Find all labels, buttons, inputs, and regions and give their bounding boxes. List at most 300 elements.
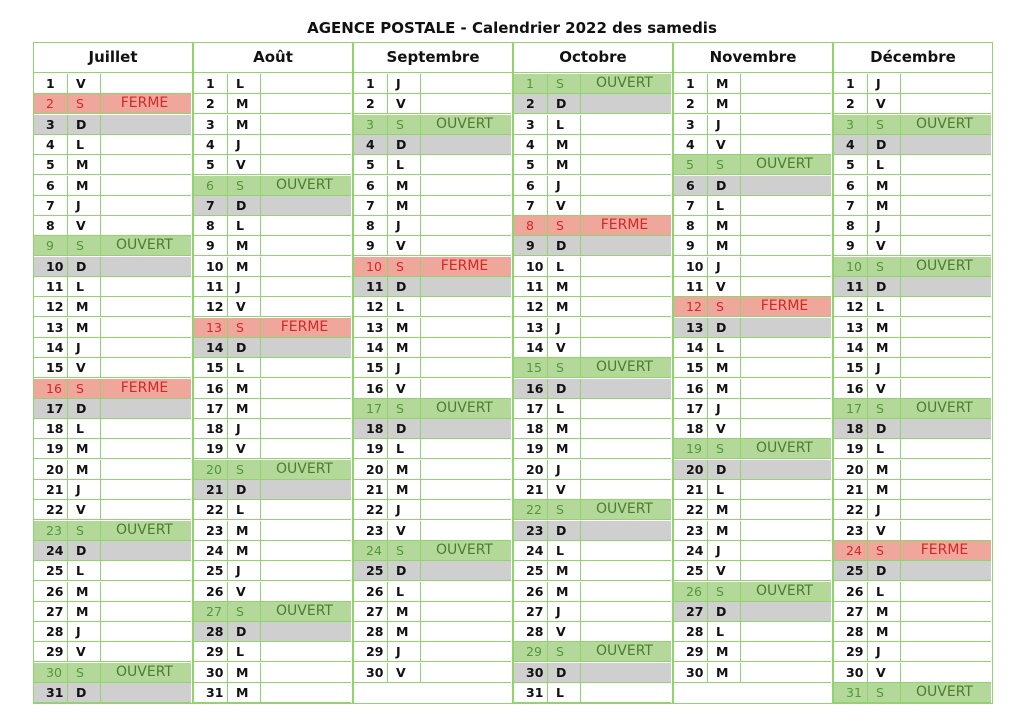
status-label	[738, 94, 831, 113]
day-number: 21	[366, 482, 384, 497]
month-column	[513, 42, 673, 704]
status-label	[578, 480, 671, 499]
weekday-letter: D	[236, 482, 247, 497]
day-number: 6	[846, 177, 855, 193]
weekday-letter: M	[716, 380, 729, 396]
day-number: 11	[46, 279, 64, 294]
status-label	[418, 561, 511, 580]
day-number: 10	[846, 258, 862, 274]
day-row	[194, 115, 351, 135]
weekday-letter: V	[876, 664, 886, 680]
day-row	[34, 399, 191, 419]
status-label	[578, 622, 671, 641]
status-label	[258, 521, 351, 540]
weekday-letter: M	[876, 461, 889, 477]
weekday-letter: M	[236, 664, 249, 680]
day-row	[674, 94, 831, 114]
weekday-letter: J	[236, 279, 241, 294]
weekday-letter: V	[876, 522, 886, 538]
weekday-letter: M	[556, 583, 569, 599]
day-number: 14	[46, 339, 64, 355]
status-label	[258, 663, 351, 682]
weekday-letter: J	[876, 360, 881, 376]
status-label	[258, 74, 351, 93]
weekday-letter: J	[876, 76, 881, 91]
day-row	[34, 663, 191, 683]
status-label	[898, 135, 991, 154]
day-number: 17	[46, 400, 64, 416]
day-number: 9	[206, 238, 215, 254]
status-label	[98, 196, 191, 215]
status-label	[418, 236, 511, 255]
weekday-letter: M	[876, 339, 889, 355]
day-number: 10	[366, 258, 382, 274]
day-number: 28	[526, 624, 544, 640]
day-row	[674, 521, 831, 541]
day-number: 21	[686, 482, 704, 497]
day-row	[674, 460, 831, 480]
day-number: 4	[846, 136, 855, 152]
weekday-letter: V	[396, 238, 406, 254]
day-number: 25	[686, 563, 704, 579]
weekday-letter: L	[396, 299, 404, 315]
day-number: 9	[526, 238, 535, 254]
status-label	[98, 439, 191, 458]
day-number: 1	[846, 76, 855, 91]
day-row	[354, 358, 511, 378]
day-row	[354, 257, 511, 277]
status-label	[578, 277, 671, 296]
day-row	[514, 602, 671, 622]
status-label	[898, 338, 991, 357]
day-number: 12	[686, 299, 702, 315]
weekday-letter: L	[396, 441, 404, 457]
weekday-letter: S	[716, 441, 724, 457]
weekday-letter: D	[556, 96, 567, 112]
day-number: 2	[46, 96, 54, 112]
weekday-letter: L	[236, 218, 244, 234]
status-label	[98, 683, 191, 702]
status-label	[898, 460, 991, 479]
status-label	[738, 602, 831, 621]
day-number: 23	[526, 522, 544, 538]
weekday-letter: S	[876, 542, 884, 558]
day-row	[834, 521, 991, 541]
weekday-letter: V	[876, 238, 886, 254]
status-label	[98, 399, 191, 418]
day-number: 9	[366, 238, 375, 254]
status-label	[98, 582, 191, 601]
weekday-letter: J	[236, 563, 241, 579]
weekday-letter: M	[236, 542, 249, 558]
weekday-letter: M	[716, 360, 729, 376]
status-label	[738, 419, 831, 438]
day-number: 16	[206, 380, 224, 396]
day-number: 13	[846, 319, 864, 335]
status-label	[98, 216, 191, 235]
day-number: 17	[206, 400, 224, 416]
day-number: 15	[366, 360, 384, 376]
weekday-letter: D	[236, 624, 247, 640]
weekday-letter: M	[876, 603, 889, 619]
day-row	[514, 94, 671, 114]
status-label: OUVERT	[596, 75, 653, 91]
day-number: 5	[846, 157, 855, 173]
day-number: 3	[366, 116, 374, 132]
weekday-letter: S	[76, 664, 84, 680]
day-number: 21	[526, 482, 544, 497]
weekday-letter: M	[236, 116, 249, 132]
weekday-letter: D	[76, 116, 87, 132]
day-number: 17	[526, 400, 544, 416]
status-label	[418, 642, 511, 661]
weekday-letter: S	[556, 76, 564, 91]
weekday-letter: S	[396, 542, 404, 558]
day-row	[194, 257, 351, 277]
day-row	[34, 257, 191, 277]
day-row	[674, 318, 831, 338]
weekday-letter: D	[556, 664, 567, 680]
status-label	[98, 460, 191, 479]
weekday-letter: V	[716, 563, 726, 579]
day-number: 3	[206, 116, 215, 132]
status-label	[738, 622, 831, 641]
weekday-letter: M	[76, 603, 89, 619]
day-number: 11	[526, 279, 544, 294]
weekday-letter: D	[556, 238, 567, 254]
day-row	[514, 196, 671, 216]
day-row	[514, 358, 671, 378]
status-label	[258, 236, 351, 255]
month-header: Juillet	[34, 43, 192, 73]
day-number: 1	[526, 76, 534, 91]
day-number: 7	[526, 197, 535, 213]
status-label: FERME	[440, 257, 489, 274]
weekday-letter: D	[556, 522, 567, 538]
day-number: 23	[686, 522, 704, 538]
day-row	[34, 419, 191, 439]
day-row	[194, 94, 351, 114]
day-row	[674, 297, 831, 317]
day-number: 12	[846, 299, 864, 315]
status-label	[578, 663, 671, 682]
status-label	[98, 297, 191, 316]
day-number: 25	[366, 563, 384, 579]
status-label	[258, 135, 351, 154]
day-number: 12	[206, 299, 224, 315]
day-row	[674, 541, 831, 561]
weekday-letter: M	[716, 522, 729, 538]
day-row	[834, 257, 991, 277]
weekday-letter: D	[76, 685, 87, 700]
day-number: 6	[526, 177, 535, 193]
day-number: 6	[686, 177, 695, 193]
day-row	[194, 399, 351, 419]
status-label	[578, 419, 671, 438]
day-row	[354, 500, 511, 520]
day-row	[194, 582, 351, 602]
day-number: 23	[366, 522, 384, 538]
weekday-letter: M	[876, 177, 889, 193]
day-row	[194, 155, 351, 175]
day-row	[194, 74, 351, 94]
day-row	[514, 216, 671, 236]
day-number: 6	[46, 177, 55, 193]
day-number: 24	[46, 542, 64, 558]
day-number: 3	[526, 116, 535, 132]
weekday-letter: V	[236, 157, 246, 173]
status-label	[98, 135, 191, 154]
status-label: OUVERT	[436, 541, 493, 558]
weekday-letter: L	[236, 360, 244, 376]
day-number: 5	[366, 157, 375, 173]
day-number: 24	[206, 542, 224, 558]
weekday-letter: M	[236, 380, 249, 396]
status-label	[418, 277, 511, 296]
day-row	[34, 94, 191, 114]
day-number: 28	[366, 624, 384, 640]
status-label	[98, 561, 191, 580]
weekday-letter: L	[76, 279, 84, 294]
day-number: 13	[366, 319, 384, 335]
weekday-letter: V	[396, 664, 406, 680]
day-row	[354, 642, 511, 662]
status-label	[898, 663, 991, 682]
day-row	[674, 642, 831, 662]
month-column	[193, 42, 353, 704]
status-label	[98, 500, 191, 519]
status-label	[258, 155, 351, 174]
status-label	[258, 115, 351, 134]
weekday-letter: M	[396, 461, 409, 477]
status-label	[738, 521, 831, 540]
weekday-letter: L	[716, 482, 724, 497]
day-row	[34, 358, 191, 378]
day-number: 20	[526, 461, 544, 477]
day-row	[34, 155, 191, 175]
weekday-letter: D	[716, 177, 727, 193]
day-row	[194, 379, 351, 399]
day-number: 16	[46, 380, 62, 396]
day-row	[834, 94, 991, 114]
weekday-letter: V	[556, 624, 566, 640]
day-row	[834, 642, 991, 662]
day-row	[834, 74, 991, 94]
weekday-letter: J	[716, 258, 721, 274]
day-row	[514, 683, 671, 703]
day-row	[194, 561, 351, 581]
status-label	[738, 379, 831, 398]
status-label	[738, 115, 831, 134]
day-row	[674, 338, 831, 358]
status-label: OUVERT	[916, 399, 973, 416]
weekday-letter: V	[396, 522, 406, 538]
day-number: 26	[46, 583, 64, 599]
status-label	[578, 439, 671, 458]
day-row	[674, 379, 831, 399]
status-label	[898, 602, 991, 621]
day-number: 25	[206, 563, 224, 579]
day-number: 11	[206, 279, 224, 294]
weekday-letter: D	[876, 421, 887, 437]
status-label	[898, 196, 991, 215]
day-row	[194, 480, 351, 500]
weekday-letter: L	[876, 583, 884, 599]
day-row	[834, 602, 991, 622]
day-row	[34, 622, 191, 642]
status-label	[258, 582, 351, 601]
weekday-letter: L	[76, 421, 84, 437]
weekday-letter: D	[236, 339, 247, 355]
day-number: 2	[206, 96, 215, 112]
weekday-letter: M	[396, 624, 409, 640]
status-label: OUVERT	[276, 602, 333, 619]
day-row	[674, 419, 831, 439]
status-label	[418, 602, 511, 621]
day-number: 21	[206, 482, 224, 497]
weekday-letter: S	[556, 360, 564, 376]
weekday-letter: D	[716, 603, 727, 619]
status-label: OUVERT	[596, 501, 653, 518]
day-number: 4	[526, 136, 535, 152]
day-number: 30	[366, 664, 384, 680]
day-row	[354, 582, 511, 602]
weekday-letter: V	[556, 339, 566, 355]
day-row	[834, 338, 991, 358]
day-row	[834, 135, 991, 155]
day-row	[834, 115, 991, 135]
day-row	[834, 318, 991, 338]
weekday-letter: M	[236, 522, 249, 538]
weekday-letter: V	[876, 96, 886, 112]
day-number: 26	[846, 583, 864, 599]
status-label: FERME	[120, 95, 169, 112]
day-row	[514, 277, 671, 297]
weekday-letter: M	[396, 197, 409, 213]
day-number: 13	[46, 319, 64, 335]
weekday-letter: M	[876, 482, 889, 497]
status-label	[738, 277, 831, 296]
weekday-letter: L	[556, 116, 564, 132]
weekday-letter: M	[556, 157, 569, 173]
day-number: 31	[846, 685, 862, 700]
day-row	[514, 399, 671, 419]
weekday-letter: D	[876, 136, 887, 152]
status-label	[898, 419, 991, 438]
day-row	[514, 338, 671, 358]
day-row	[354, 338, 511, 358]
status-label	[738, 399, 831, 418]
day-number: 4	[206, 136, 215, 152]
day-number: 15	[46, 360, 64, 376]
status-label	[98, 115, 191, 134]
day-number: 13	[686, 319, 704, 335]
status-label	[738, 561, 831, 580]
day-number: 12	[366, 299, 384, 315]
day-row	[34, 561, 191, 581]
day-number: 30	[46, 664, 62, 680]
weekday-letter: S	[876, 400, 884, 416]
day-row	[674, 500, 831, 520]
weekday-letter: J	[396, 502, 401, 518]
day-number: 19	[46, 441, 64, 457]
day-row	[194, 642, 351, 662]
day-row	[354, 135, 511, 155]
weekday-letter: M	[76, 583, 89, 599]
status-label	[98, 277, 191, 296]
day-number: 3	[46, 116, 55, 132]
day-row	[354, 561, 511, 581]
weekday-letter: M	[716, 502, 729, 518]
status-label: OUVERT	[116, 237, 173, 254]
day-number: 7	[206, 197, 215, 213]
status-label: OUVERT	[436, 115, 493, 132]
status-label	[258, 358, 351, 377]
weekday-letter: V	[876, 380, 886, 396]
day-row	[354, 74, 511, 94]
weekday-letter: J	[396, 218, 401, 234]
day-row	[514, 318, 671, 338]
day-row	[514, 480, 671, 500]
day-row	[834, 582, 991, 602]
status-label	[898, 155, 991, 174]
day-number: 18	[686, 421, 704, 437]
day-number: 24	[846, 542, 862, 558]
day-number: 29	[206, 644, 224, 660]
month-column	[353, 42, 513, 704]
weekday-letter: M	[716, 96, 729, 112]
day-number: 2	[686, 96, 695, 112]
status-label	[578, 297, 671, 316]
weekday-letter: L	[76, 136, 84, 152]
day-row	[354, 439, 511, 459]
day-row	[194, 500, 351, 520]
status-label	[98, 176, 191, 195]
weekday-letter: V	[236, 299, 246, 315]
status-label	[578, 318, 671, 337]
day-number: 8	[526, 218, 534, 234]
day-number: 7	[686, 197, 695, 213]
status-label	[418, 74, 511, 93]
status-label	[258, 642, 351, 661]
day-number: 17	[366, 400, 382, 416]
day-number: 22	[846, 502, 864, 518]
weekday-letter: J	[76, 482, 81, 497]
day-number: 9	[686, 238, 695, 254]
day-row	[194, 176, 351, 196]
weekday-letter: S	[716, 583, 724, 599]
day-number: 22	[206, 502, 224, 518]
status-label	[258, 683, 351, 702]
day-row	[674, 622, 831, 642]
weekday-letter: V	[76, 76, 86, 91]
weekday-letter: J	[236, 421, 241, 437]
status-label	[738, 257, 831, 276]
status-label	[738, 500, 831, 519]
day-row	[34, 176, 191, 196]
day-row	[514, 176, 671, 196]
day-number: 8	[46, 218, 55, 234]
status-label	[578, 115, 671, 134]
day-row	[34, 196, 191, 216]
day-row	[674, 439, 831, 459]
status-label: OUVERT	[916, 257, 973, 274]
weekday-letter: J	[396, 76, 401, 91]
day-row	[514, 642, 671, 662]
day-number: 18	[366, 421, 384, 437]
day-number: 10	[206, 258, 224, 274]
day-row	[514, 663, 671, 683]
